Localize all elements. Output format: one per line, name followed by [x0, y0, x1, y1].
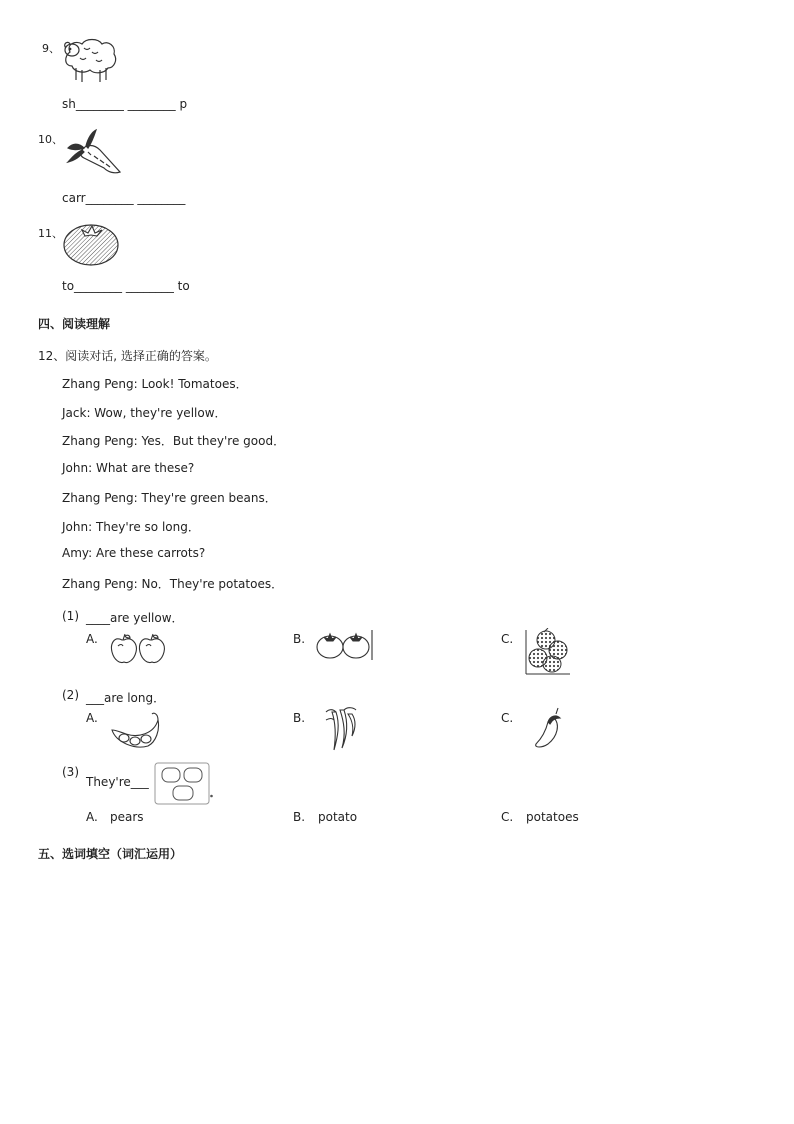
question-9-number: 9、	[42, 42, 60, 55]
question-9-blank: sh________ ________ p	[62, 97, 188, 111]
dialogue-line: Amy: Are these carrots?	[62, 546, 206, 560]
option-c-text[interactable]: potatoes	[526, 810, 579, 824]
question-10-number: 10、	[38, 133, 63, 146]
subquestion-3-number: (3)	[62, 765, 79, 779]
dialogue-line: Jack: Wow, they're yellow．	[62, 406, 227, 420]
option-a-label[interactable]: A.	[86, 810, 98, 824]
tomato-icon	[62, 220, 122, 268]
option-b-text[interactable]: potato	[318, 810, 358, 824]
option-b-label[interactable]: B.	[293, 632, 306, 646]
option-a-label[interactable]: A.	[86, 632, 98, 646]
dialogue-line: John: They're so long．	[62, 520, 200, 534]
section-5-title: 五、选词填空（词汇运用）	[38, 847, 183, 861]
question-10-blank: carr________ ________	[62, 191, 186, 205]
potatoes-box-icon	[154, 762, 214, 806]
dialogue-line: Zhang Peng: Yes．But they're good．	[62, 434, 286, 448]
option-b-label[interactable]: B.	[293, 711, 306, 725]
eggplant-icon[interactable]	[530, 706, 566, 750]
option-c-label[interactable]: C.	[501, 810, 514, 824]
green-beans-icon[interactable]	[322, 706, 364, 754]
question-11-number: 11、	[38, 227, 63, 240]
dialogue-line: Zhang Peng: No．They're potatoes．	[62, 577, 284, 591]
sheep-icon	[58, 36, 120, 84]
option-c-label[interactable]: C.	[501, 711, 514, 725]
carrot-icon	[64, 128, 124, 176]
subquestion-3-stem: They're___	[86, 775, 149, 789]
option-c-label[interactable]: C.	[501, 632, 514, 646]
subquestion-1-stem: ____are yellow．	[86, 611, 184, 625]
dialogue-line: Zhang Peng: They're green beans．	[62, 491, 277, 505]
dialogue-line: John: What are these?	[62, 461, 195, 475]
subquestion-2-number: (2)	[62, 688, 79, 702]
tomatoes-icon[interactable]	[314, 628, 374, 662]
subquestion-1-number: (1)	[62, 609, 79, 623]
section-4-title: 四、阅读理解	[38, 317, 111, 331]
grapes-icon[interactable]	[524, 628, 572, 676]
question-11-blank: to________ ________ to	[62, 279, 190, 293]
pea-pod-icon[interactable]	[108, 708, 162, 752]
question-12-prompt: 12、阅读对话, 选择正确的答案。	[38, 349, 217, 363]
option-a-label[interactable]: A.	[86, 711, 98, 725]
apples-icon[interactable]	[108, 632, 168, 666]
option-b-label[interactable]: B.	[293, 810, 306, 824]
subquestion-2-stem: ___are long．	[86, 691, 166, 705]
option-a-text[interactable]: pears	[110, 810, 144, 824]
dialogue-line: Zhang Peng: Look! Tomatoes．	[62, 377, 248, 391]
